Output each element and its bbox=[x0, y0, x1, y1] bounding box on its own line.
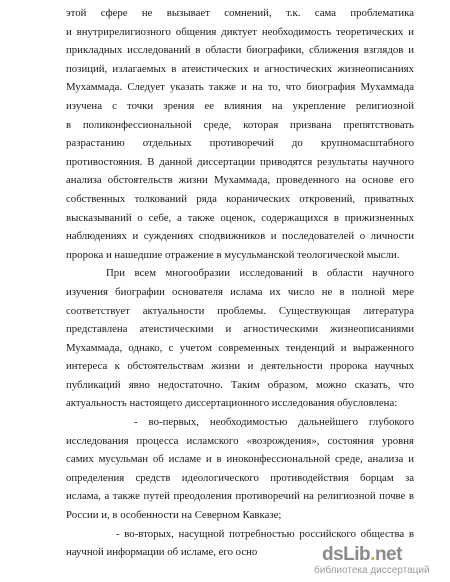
text-line: позиций, излагаемых в атеистических и агностических жизнеописаниях bbox=[66, 62, 414, 75]
text-line: актуальность настоящего диссертационного исследования обусловлена: bbox=[66, 397, 398, 410]
text-line: анализа обстоятельств жизни Мухаммада, проведенного на основе его bbox=[66, 174, 414, 187]
text-line: в поликонфессиональной среде, которая призвана препятствовать bbox=[66, 118, 414, 131]
text-line: и внутрирелигиозного общения диктует необходимость теоретических и bbox=[66, 25, 414, 38]
text-line: пророка и нашедшие отражение в мусульманской теологической мысли. bbox=[66, 248, 400, 261]
text-line: наблюдениях и суждениях сподвижников и последователей о личности bbox=[66, 230, 414, 243]
text-line: противостояния. В данной диссертации приводятся результаты научного bbox=[66, 155, 414, 168]
body-text bbox=[66, 4, 414, 562]
watermark-logo bbox=[304, 544, 444, 580]
text-line: прикладных исследований в области биографики, сближения взглядов и bbox=[66, 44, 414, 57]
text-line: представлена атеистическими и агностическими жизнеописаниями bbox=[66, 323, 414, 336]
text-line: Мухаммада, однако, с учетом современных тенденций и выраженного bbox=[66, 341, 414, 354]
text-line: Мухаммада. Следует указать также и на то, что биография Мухаммада bbox=[66, 81, 414, 94]
text-line: изучена с точки зрения ее влияния на укрепление религиозной bbox=[66, 99, 414, 112]
text-line: России и, в особенности на Северном Кавказе; bbox=[66, 509, 282, 522]
text-line: публикаций явно недостаточно. Таким образом, можно сказать, что bbox=[66, 378, 414, 391]
text-line: изучения биографии основателя ислама их число не в полной мере bbox=[66, 285, 414, 298]
text-line: определения средств идеологического противодействия борцам за bbox=[66, 471, 414, 484]
watermark-subtitle: библиотека диссертаций bbox=[314, 565, 430, 576]
text-line: самих мусульман об исламе и в иноконфессиональной среде, анализа и bbox=[66, 453, 414, 466]
text-line: интереса к обстоятельствам жизни и деятельности пророка научных bbox=[66, 360, 414, 373]
watermark-brand: dsLib.net bbox=[322, 544, 402, 565]
list-item-first: - во-первых, необходимостью дальнейшего глубокого bbox=[134, 416, 414, 429]
text-line: ислама, а также путей преодоления противоречий на религиозной почве в bbox=[66, 490, 414, 503]
paragraph-first-line: При всем многообразии исследований в области научного bbox=[106, 267, 414, 280]
text-line: разрастанию отдельных противоречий до крупномасштабного bbox=[66, 137, 414, 150]
text-line: соответствует актуальности проблемы. Существующая литература bbox=[66, 304, 414, 317]
text-line: высказываний о себе, а также оценок, содержащихся в прижизненных bbox=[66, 211, 414, 224]
list-item-second: - во-вторых, насущной потребностью российского общества в bbox=[116, 527, 414, 540]
text-line: собственных толкований ряда коранических откровений, приватных bbox=[66, 192, 414, 205]
text-line: научной информации об исламе, его осно bbox=[66, 546, 258, 559]
text-line: этой сфере не вызывает сомнений, т.к. сама проблематика bbox=[66, 7, 414, 19]
text-line: исследования процесса исламского «возрождения», состояния уровня bbox=[66, 434, 414, 447]
